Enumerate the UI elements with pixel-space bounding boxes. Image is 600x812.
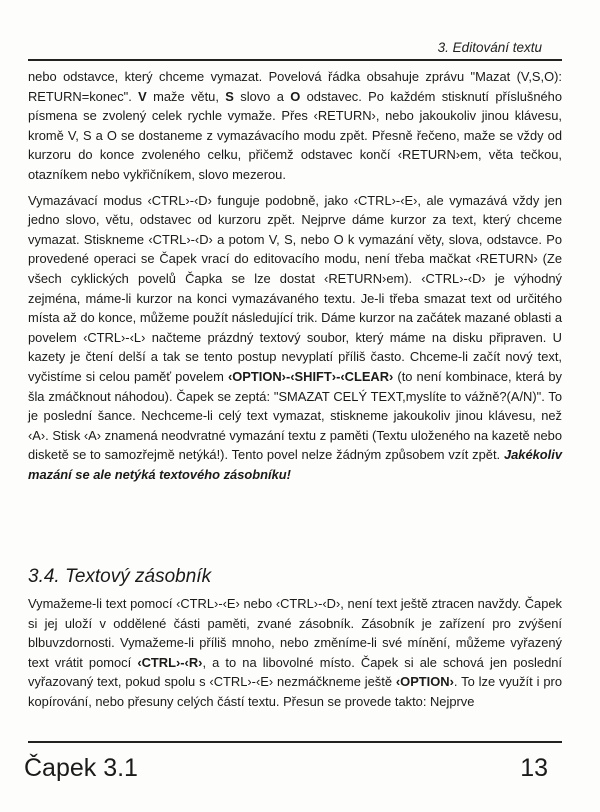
- paragraph: [28, 191, 562, 485]
- paragraph: [28, 67, 562, 185]
- key-combo-ctrl-r: ‹CTRL›-‹R›: [137, 654, 203, 670]
- header-rule: [28, 59, 562, 61]
- emphasis-note: Jakékoliv mazání se ale netýká textového zásobníku!: [28, 447, 562, 482]
- key-letter-o: O: [290, 88, 301, 104]
- paragraph-text: Vymazávací modus ‹CTRL›-‹D› funguje podobně, jako ‹CTRL›-‹E›, ale vymazává vždy jen jedno slovo, větu, odstavec od kurzoru zpět. Nejprve dáme kurzor za text, který chceme vymazat. Stiskneme ‹CTRL›-‹D› a potom V, S, nebo O k vymazání věty, slova, odstavce. Po provedené operaci se Čapek vrací do editovacího modu, není třeba mačkat ‹RETURN› (Ze všech cyklických povelů Čapka se lze dostat ‹RETURN›em). ‹CTRL›-‹D› je výhodný zejména, máme-li kurzor na konci vymazávaného textu. Je-li třeba smazat text od určitého místa až do konce, můžeme použít následující trik. Dáme kurzor na začátek mazané oblasti a povelem ‹CTRL›-‹L› načteme prázdný textový soubor, který máme na disku připraven. U kazety je čtení delší a tak se tento postup nevyplatí příliš často. Chceme-li začít nový text, vyčistíme si celou paměť povelem: [28, 192, 562, 384]
- key-option: ‹OPTION›: [395, 674, 454, 690]
- page-number: 13: [520, 754, 548, 782]
- paragraph-text: odstavec. Po každém stisknutí příslušného písmena se zvolený celek rychle vymaže. Přes ‹RETURN›, nebo jakoukoliv jinou klávesu, kromě V, S a O se dostaneme z vymazávacího modu zpět. Přesně řečeno, maže se vždy od kurzoru do konce zvoleného celku, přičemž odstavec končí ‹RETURN›em, věta tečkou, otazníkem nebo vykřičníkem, slovo mezerou.: [28, 88, 563, 182]
- footer-product-name: Čapek 3.1: [24, 754, 138, 782]
- running-header: 3. Editování textu: [437, 40, 542, 55]
- body-text: [28, 67, 562, 490]
- paragraph-text: maže větu,: [146, 88, 226, 104]
- paragraph-text: nebo odstavce, který chceme vymazat. Povelová řádka obsahuje zprávu "Mazat (V,S,O): RETURN=konec".: [28, 69, 562, 104]
- section-body-text: [28, 594, 562, 712]
- paragraph-text: (to není kombinace, která by šla zmáčknout náhodou). Čapek se zeptá: "SMAZAT CELÝ TEXT,myslíte to vážně?(A/N)". To je poslední šance. Nechceme-li celý text vymazat, stiskneme jakoukoliv jinou klávesu, než ‹A›. Stisk ‹A› znamená neodvratné vymazání textu z paměti (Textu uloženého na kazetě nebo disketě se to samozřejmě netýká!). Tento povel nelze žádným způsobem vzít zpět.: [28, 368, 562, 463]
- key-letter-s: S: [225, 88, 234, 104]
- key-combo-clear: ‹OPTION›-‹SHIFT›-‹CLEAR›: [227, 368, 394, 384]
- section-heading: 3.4. Textový zásobník: [28, 566, 212, 587]
- paragraph: [28, 594, 562, 712]
- paragraph-text: , a to na libovolné místo. Čapek si ale schová jen poslední vyřazovaný text, pokud spolu s ‹CTRL›-‹E› nezmáčkneme ještě: [28, 654, 562, 690]
- paragraph-text: . To lze využít i pro kopírování, nebo přesuny celých částí textu. Přesun se provede takto: Nejprve: [28, 674, 562, 709]
- key-letter-v: V: [138, 88, 147, 104]
- paragraph-text: slovo a: [233, 88, 291, 104]
- paragraph-text: Vymažeme-li text pomocí ‹CTRL›-‹E› nebo ‹CTRL›-‹D›, není text ještě ztracen navždy. Čapek si jej uloží v oddělené části paměti, zvané zásobník. Zásobník je zařízení pro zvýšení blbuvzdornosti. Vymažeme-li příliš mnoho, nebo změníme-li své mínění, můžeme vyřazený text vrátit pomocí: [28, 596, 562, 670]
- footer-rule: [28, 741, 562, 743]
